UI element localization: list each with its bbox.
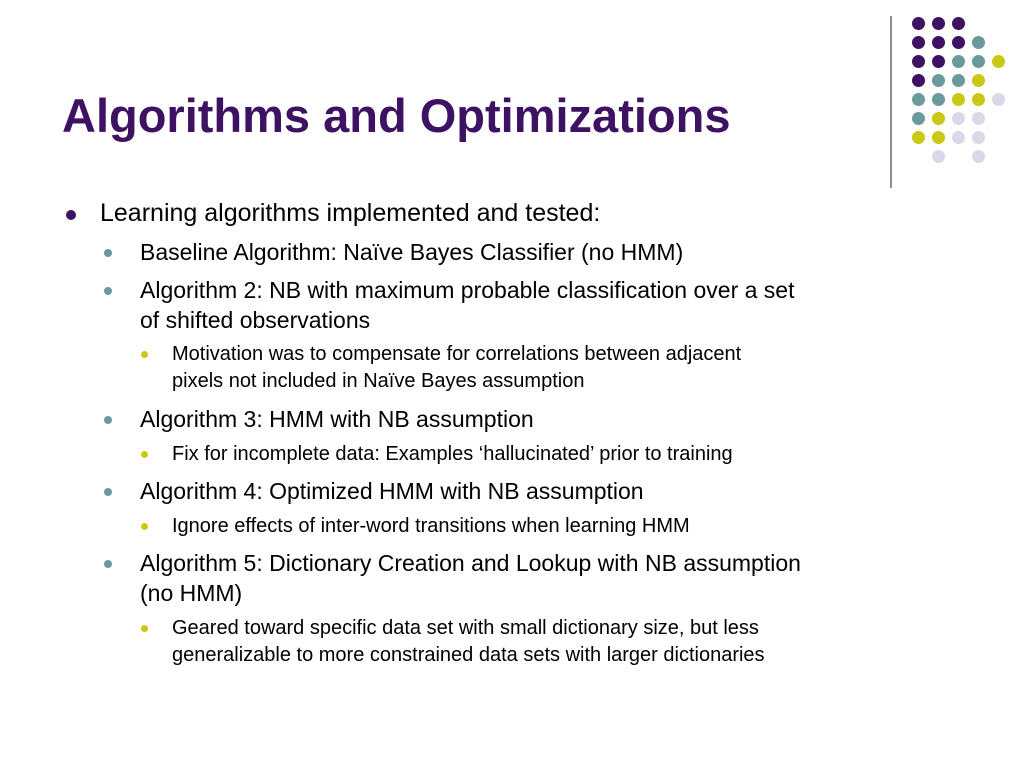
decorative-dot-teal: [972, 36, 985, 49]
bullet-dot-icon: [141, 451, 148, 458]
decorative-dot-lavender: [952, 131, 965, 144]
bullet-text: Learning algorithms implemented and tested:: [100, 199, 601, 227]
bullet-text: Geared toward specific data set with small dictionary size, but less generalizable to more constrained data sets with larger dictionaries: [172, 617, 765, 666]
decorative-dot-purple: [912, 17, 925, 30]
decorative-dot-purple: [952, 17, 965, 30]
bullet-dot-icon: [104, 416, 112, 424]
decorative-dot-lavender: [972, 131, 985, 144]
bullet-dot-icon: [141, 625, 148, 632]
bullet-text: Algorithm 4: Optimized HMM with NB assumption: [140, 478, 644, 504]
bullet-text: Algorithm 2: NB with maximum probable classification over a set of shifted observations: [140, 277, 795, 333]
decorative-dot-teal: [932, 93, 945, 106]
decorative-dot-olive: [932, 131, 945, 144]
title-divider-line: [890, 16, 892, 188]
decorative-dot-purple: [932, 36, 945, 49]
bullet-dot-icon: [104, 249, 112, 257]
decorative-dot-lavender: [952, 112, 965, 125]
decorative-dot-teal: [952, 74, 965, 87]
bullet-dot-icon: [104, 488, 112, 496]
bullet-dot-icon: [141, 351, 148, 358]
decorative-dot-purple: [912, 74, 925, 87]
bullet-text: Ignore effects of inter-word transitions when learning HMM: [172, 515, 690, 537]
decorative-dot-olive: [952, 93, 965, 106]
decorative-dot-olive: [992, 55, 1005, 68]
decorative-dot-lavender: [932, 150, 945, 163]
decorative-dot-purple: [932, 17, 945, 30]
decorative-dot-lavender: [992, 93, 1005, 106]
decorative-dot-olive: [932, 112, 945, 125]
bullet-dot-icon: [66, 210, 76, 220]
bullet-dot-icon: [141, 523, 148, 530]
bullet-text: Motivation was to compensate for correlations between adjacent pixels not included in Naïve Bayes assumption: [172, 343, 742, 392]
decorative-dot-purple: [912, 55, 925, 68]
bullet-dot-icon: [104, 560, 112, 568]
decorative-dot-teal: [912, 93, 925, 106]
decorative-dot-teal: [912, 112, 925, 125]
decorative-dot-purple: [932, 55, 945, 68]
decorative-dot-olive: [912, 131, 925, 144]
decorative-dot-teal: [952, 55, 965, 68]
bullet-text: Algorithm 3: HMM with NB assumption: [140, 406, 534, 432]
decorative-dot-teal: [972, 55, 985, 68]
decorative-dot-olive: [972, 93, 985, 106]
decorative-dot-lavender: [972, 112, 985, 125]
slide-title: Algorithms and Optimizations: [62, 89, 731, 142]
bullet-text: Algorithm 5: Dictionary Creation and Lookup with NB assumption (no HMM): [140, 550, 801, 606]
decorative-dot-purple: [952, 36, 965, 49]
decorative-dot-teal: [932, 74, 945, 87]
decorative-dot-lavender: [972, 150, 985, 163]
bullet-text: Baseline Algorithm: Naïve Bayes Classifier (no HMM): [140, 239, 684, 265]
decorative-dot-purple: [912, 36, 925, 49]
bullet-dot-icon: [104, 287, 112, 295]
decorative-dot-olive: [972, 74, 985, 87]
bullet-text: Fix for incomplete data: Examples ‘hallucinated’ prior to training: [172, 443, 733, 465]
